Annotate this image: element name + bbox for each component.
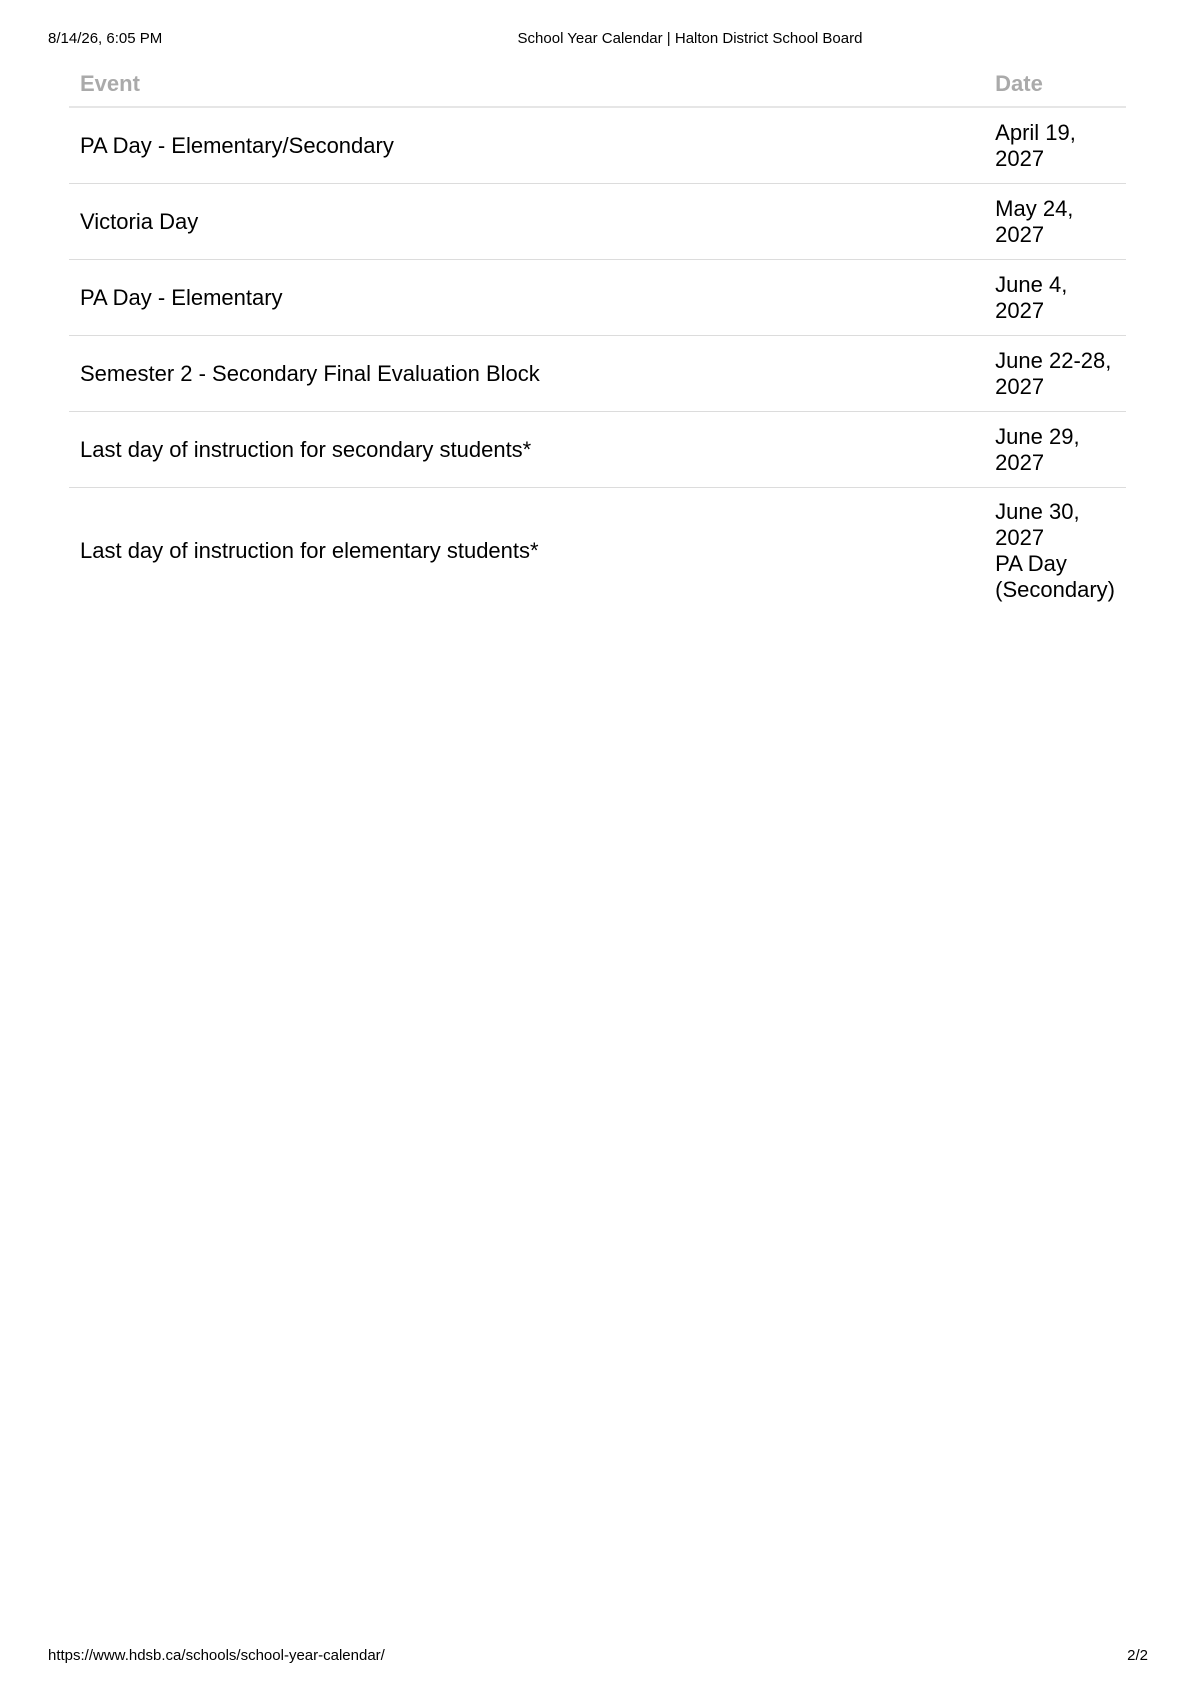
calendar-table-body xyxy=(69,107,1126,614)
date-line: June 22-28, xyxy=(995,347,1112,373)
date-cell xyxy=(984,412,1126,488)
date-line: PA Day xyxy=(995,551,1067,576)
date-cell xyxy=(984,184,1126,260)
print-page-number: 2/2 xyxy=(1127,1647,1148,1664)
event-cell: PA Day - Elementary xyxy=(69,260,984,336)
date-line: May 24, xyxy=(995,195,1074,221)
print-page-title: School Year Calendar | Halton District School Board xyxy=(517,30,863,47)
date-line: (Secondary) xyxy=(995,577,1115,602)
date-cell xyxy=(984,336,1126,412)
date-line: 2027 xyxy=(995,221,1045,247)
table-row xyxy=(69,412,1126,488)
school-year-calendar-table xyxy=(69,62,1126,614)
date-cell xyxy=(984,488,1126,615)
date-line: 2027 xyxy=(995,373,1045,399)
event-cell: Victoria Day xyxy=(69,184,984,260)
date-line: 2027 xyxy=(995,297,1045,323)
table-header-row xyxy=(69,62,1126,107)
table-row xyxy=(69,260,1126,336)
event-cell: PA Day - Elementary/Secondary xyxy=(69,107,984,184)
date-line: 2027 xyxy=(995,525,1045,550)
date-line: April 19, xyxy=(995,119,1076,145)
date-cell xyxy=(984,107,1126,184)
table-row xyxy=(69,184,1126,260)
date-line: June 30, xyxy=(995,499,1080,524)
date-column-header: Date xyxy=(984,62,1126,107)
event-cell: Last day of instruction for elementary students* xyxy=(80,538,539,563)
date-line: 2027 xyxy=(995,145,1045,171)
table-row xyxy=(69,107,1126,184)
table-row xyxy=(69,336,1126,412)
event-column-header: Event xyxy=(69,62,984,107)
event-cell: Semester 2 - Secondary Final Evaluation Block xyxy=(69,336,984,412)
event-cell: Last day of instruction for secondary students* xyxy=(69,412,984,488)
table-row xyxy=(69,488,1126,615)
date-line: 2027 xyxy=(995,449,1045,475)
print-datetime: 8/14/26, 6:05 PM xyxy=(48,30,163,47)
print-url: https://www.hdsb.ca/schools/school-year-calendar/ xyxy=(48,1647,385,1664)
date-line: June 4, xyxy=(995,271,1068,297)
date-cell xyxy=(984,260,1126,336)
date-line: June 29, xyxy=(995,423,1080,449)
